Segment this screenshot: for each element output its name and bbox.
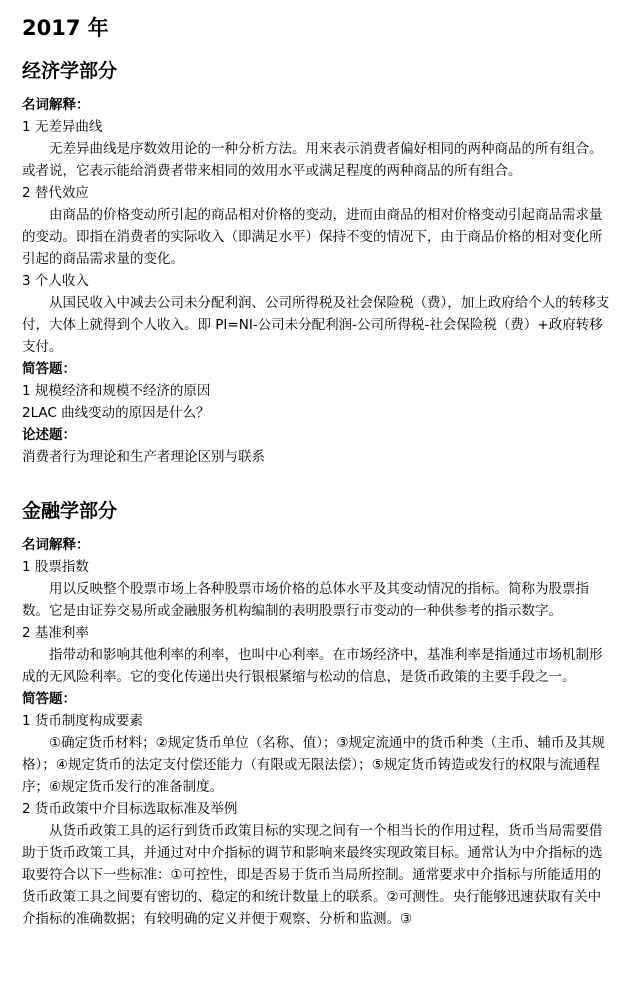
econ-term-1-body: 无差异曲线是序数效用论的一种分析方法。用来表示消费者偏好相同的两种商品的所有组合。或者说，它表示能给消费者带来相同的效用水平或满足程度的两种商品的所有组合。 (22, 141, 603, 179)
fin-term-1-head: 1 股票指数 (22, 559, 89, 575)
fin-term-2-body: 指带动和影响其他利率的利率，也叫中心利率。在市场经济中，基准利率是指通过市场机制形成的无风险利率。它的变化传递出央行银根紧缩与松动的信息，是货币政策的主要手段之一。 (22, 647, 603, 685)
fin-jianda-label: 简答题： (22, 691, 76, 707)
fin-section (22, 534, 614, 930)
econ-jianda-2: 2LAC 曲线变动的原因是什么？ (22, 405, 210, 421)
fin-jianda-2-body: 从货币政策工具的运行到货币政策目标的实现之间有一个相当长的作用过程，货币当局需要借助于货币政策工具，并通过对中介指标的调节和影响来最终实现政策目标。通常认为中介指标的选取要符合以下一些标准：①可控性，即是否易于货币当局所控制。通常要求中介指标与所能适用的货币政策工具之间要有密切的、稳定的和统计数量上的联系。②可测性。央行能够迅速获取有关中介指标的准确数据；有较明确的定义并便于观察、分析和监测。③ (22, 823, 603, 927)
year-title: 2017 年 (22, 16, 109, 40)
fin-jianda-1-head: 1 货币制度构成要素 (22, 713, 143, 729)
fin-term-2-head: 2 基准利率 (22, 625, 89, 641)
econ-term-2-head: 2 替代效应 (22, 185, 89, 201)
econ-term-2-body: 由商品的价格变动所引起的商品相对价格的变动，进而由商品的相对价格变动引起商品需求量的变动。即指在消费者的实际收入（即满足水平）保持不变的情况下，由于商品价格的相对变化所引起的商品需求量的变化。 (22, 207, 603, 267)
fin-jianda-2-head: 2 货币政策中介目标选取标准及举例 (22, 801, 238, 817)
econ-mingci-label: 名词解释： (22, 97, 90, 113)
econ-section (22, 94, 614, 468)
fin-term-1-body: 用以反映整个股票市场上各种股票市场价格的总体水平及其变动情况的指标。简称为股票指数。它是由证券交易所或金融服务机构编制的表明股票行市变动的一种供参考的指示数字。 (22, 581, 589, 619)
fin-jianda-1-body: ①确定货币材料；②规定货币单位（名称、值）；③规定流通中的货币种类（主币、辅币及其规格）；④规定货币的法定支付偿还能力（有限或无限法偿）；⑤规定货币铸造或发行的权限与流通程序；⑥规定货币发行的准备制度。 (22, 735, 606, 795)
econ-lunshu-1: 消费者行为理论和生产者理论区别与联系 (22, 449, 265, 465)
econ-term-1-head: 1 无差异曲线 (22, 119, 103, 135)
econ-lunshu-label: 论述题： (22, 427, 76, 443)
econ-term-3-body: 从国民收入中减去公司未分配利润、公司所得税及社会保险税（费），加上政府给个人的转移支付，大体上就得到个人收入。即 PI=NI-公司未分配利润-公司所得税-社会保险税（费）+政府转移支付。 (22, 295, 610, 355)
econ-section-title: 经济学部分 (22, 60, 118, 82)
econ-jianda-label: 简答题： (22, 361, 76, 377)
fin-section-title: 金融学部分 (22, 500, 118, 522)
econ-jianda-1: 1 规模经济和规模不经济的原因 (22, 383, 211, 399)
econ-term-3-head: 3 个人收入 (22, 273, 89, 289)
fin-mingci-label: 名词解释： (22, 537, 90, 553)
